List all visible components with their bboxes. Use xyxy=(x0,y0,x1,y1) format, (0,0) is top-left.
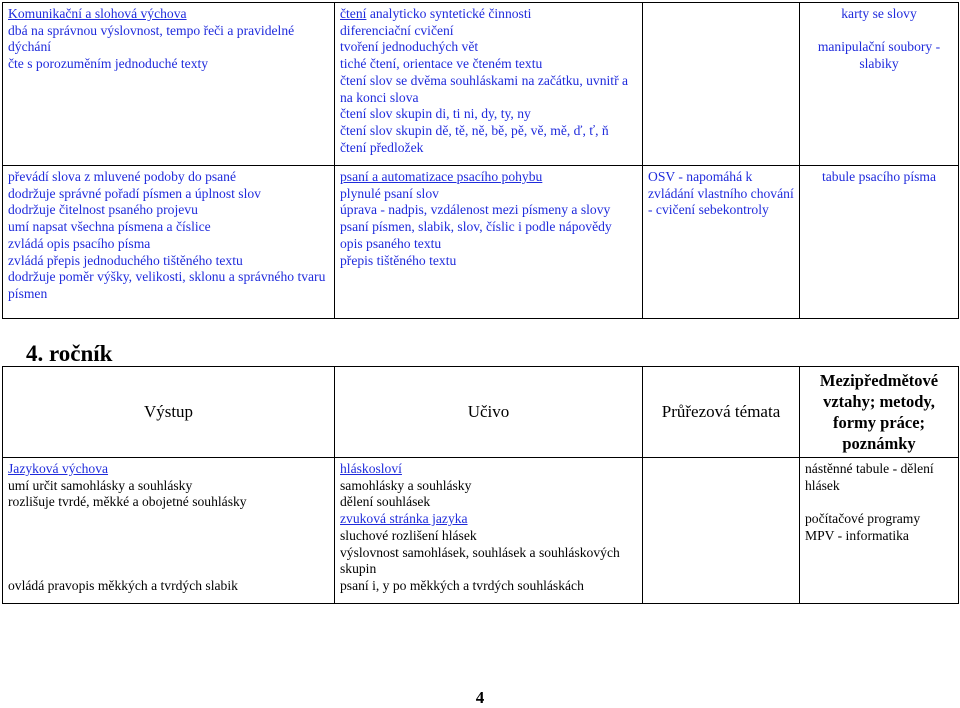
notes-line: tabule psacího písma xyxy=(821,169,936,184)
output-cell xyxy=(3,3,335,166)
content-line: úprava - nadpis, vzdálenost mezi písmeny a slovy xyxy=(340,202,611,218)
cross-topic-cell xyxy=(643,458,800,604)
content-line: plynulé psaní slov xyxy=(340,185,439,201)
content-cell xyxy=(335,166,643,319)
content-line: psaní písmen, slabik, slov, číslic i podle nápovědy xyxy=(340,219,612,235)
content-line: čtení předložek xyxy=(340,139,424,155)
output-cell xyxy=(3,166,335,319)
output-line: dodržuje čitelnost psaného projevu xyxy=(8,202,198,218)
content-cell xyxy=(335,3,643,166)
header-ucivo: Učivo xyxy=(335,367,643,458)
table-row xyxy=(3,458,959,604)
content-cell xyxy=(335,458,643,604)
content-line: čtení slov skupin di, ti ni, dy, ty, ny xyxy=(340,106,531,122)
content-line: samohlásky a souhlásky xyxy=(340,477,472,493)
content-line: tiché čtení, orientace ve čteném textu xyxy=(340,56,543,72)
table-row xyxy=(3,3,959,166)
content-line: dělení souhlásek xyxy=(340,494,431,510)
grade-title: 4. ročník xyxy=(26,341,113,366)
content-subheading: zvuková stránka jazyka xyxy=(340,511,468,527)
output-line: zvládá přepis jednoduchého tištěného textu xyxy=(8,252,243,268)
content-heading: čtení xyxy=(340,6,367,21)
section-heading: Komunikační a slohová výchova xyxy=(8,6,187,21)
header-vystup: Výstup xyxy=(3,367,335,458)
notes-line: karty se slovy xyxy=(841,6,917,21)
content-heading: psaní a automatizace psacího pohybu xyxy=(340,169,543,184)
output-line: zvládá opis psacího písma xyxy=(8,235,151,251)
notes-line: nástěnné tabule - dělení hlásek xyxy=(805,461,934,493)
output-line: umí napsat všechna písmena a číslice xyxy=(8,219,211,235)
section-heading: Jazyková výchova xyxy=(8,461,109,476)
top-curriculum-table xyxy=(2,2,959,319)
notes-line: MPV - informatika xyxy=(805,527,909,543)
content-line: sluchové rozlišení hlásek xyxy=(340,527,477,543)
content-heading: hláskosloví xyxy=(340,461,402,476)
output-cell xyxy=(3,458,335,604)
cross-topic-line: OSV - napomáhá k zvládání vlastního chování - cvičení sebekontroly xyxy=(648,169,794,218)
cross-topic-cell xyxy=(643,166,800,319)
notes-line: počítačové programy xyxy=(805,511,921,527)
notes-cell xyxy=(800,3,959,166)
content-line: přepis tištěného textu xyxy=(340,252,457,268)
table-header-row xyxy=(3,367,959,458)
content-line: psaní i, y po měkkých a tvrdých souhláskách xyxy=(340,577,584,593)
grade4-curriculum-table xyxy=(2,366,959,604)
output-line: umí určit samohlásky a souhlásky xyxy=(8,477,193,493)
header-prurezova-temata: Průřezová témata xyxy=(643,367,800,458)
content-line: výslovnost samohlásek, souhlásek a souhláskových skupin xyxy=(340,544,620,577)
header-mezipredmetove-vztahy: Mezipředmětové vztahy; metody, formy práce; poznámky xyxy=(800,367,959,458)
output-line: čte s porozuměním jednoduché texty xyxy=(8,56,209,72)
table-row xyxy=(3,166,959,319)
content-line: tvoření jednoduchých vět xyxy=(340,39,479,55)
output-line: převádí slova z mluvené podoby do psané xyxy=(8,169,237,184)
output-line: dodržuje poměr výšky, velikosti, sklonu a správného tvaru písmen xyxy=(8,269,326,301)
content-line: opis psaného textu xyxy=(340,235,442,251)
content-line: čtení slov se dvěma souhláskami na začátku, uvnitř a na konci slova xyxy=(340,72,629,105)
notes-cell xyxy=(800,458,959,604)
output-line: dbá na správnou výslovnost, tempo řeči a pravidelné dýchání xyxy=(8,22,295,55)
notes-line: manipulační soubory - slabiky xyxy=(817,39,941,72)
output-line: rozlišuje tvrdé, měkké a obojetné souhlásky xyxy=(8,494,247,510)
content-heading-rest: analyticko syntetické činnosti xyxy=(366,6,532,21)
page-number: 4 xyxy=(475,688,485,707)
notes-cell xyxy=(800,166,959,319)
content-line: diferenciační cvičení xyxy=(340,22,454,38)
cross-topic-cell xyxy=(643,3,800,166)
content-line: čtení slov skupin dě, tě, ně, bě, pě, vě, mě, ď, ť, ň xyxy=(340,122,609,138)
output-line: ovládá pravopis měkkých a tvrdých slabik xyxy=(8,577,238,593)
output-line: dodržuje správné pořadí písmen a úplnost slov xyxy=(8,185,261,201)
